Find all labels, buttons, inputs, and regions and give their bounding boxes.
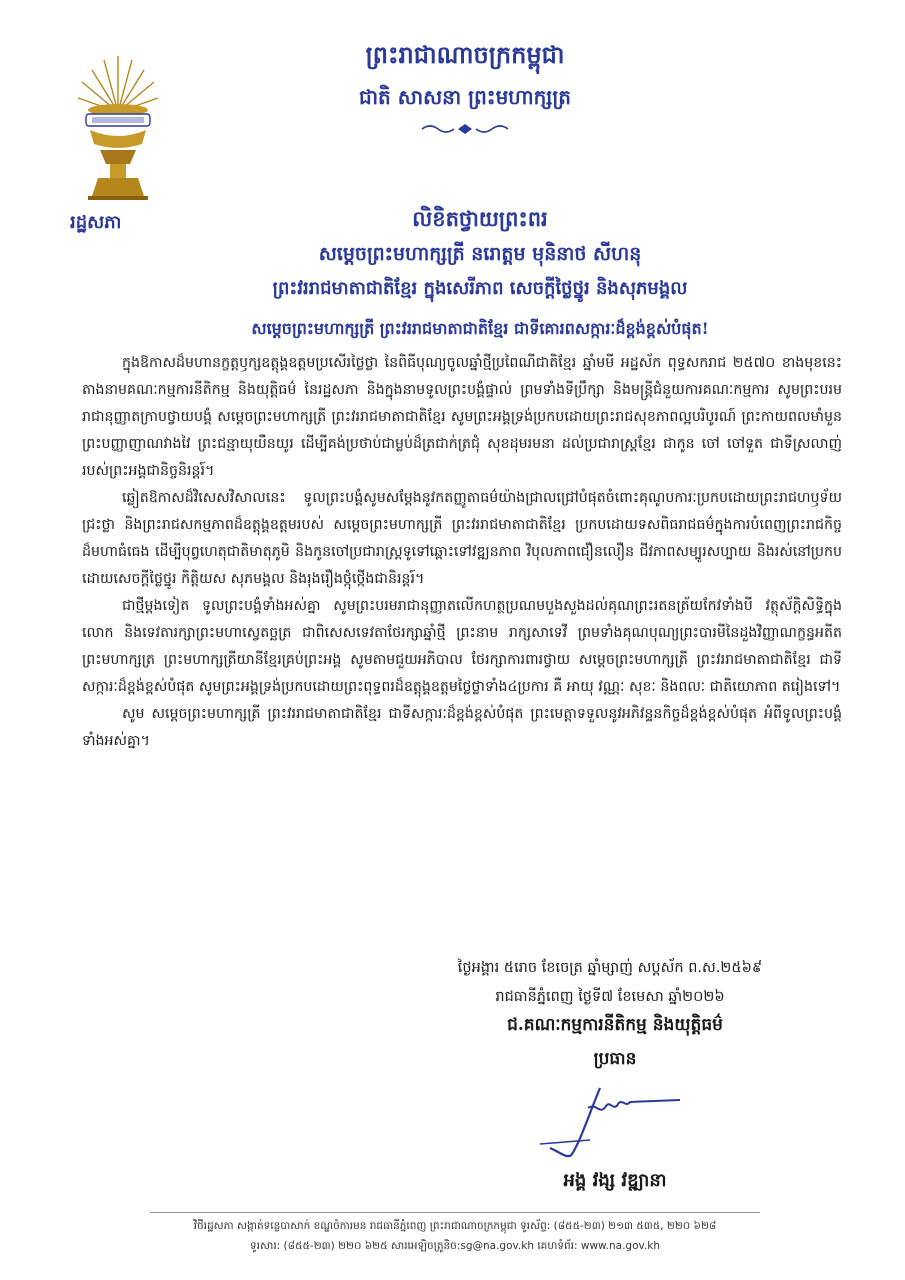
footer-contact: ទូរសារ: (៨៥៥-២៣) ២២០ ៦២៥ សារអេឡិចត្រូនិច:sg@na.gov.kh គេហទំព័រ: www.na.gov.kh xyxy=(250,1240,660,1252)
institution-label: រដ្ឋសភា xyxy=(70,212,122,233)
signer-name: អង្គ វង្ស វឌ្ឍានា xyxy=(563,1170,667,1191)
salutation: សម្តេចព្រះមហាក្សត្រី ព្រះវររាជមាតាជាតិខ្មែរ ជាទីគោរពសក្ការៈដ៏ខ្ពង់ខ្ពស់បំផុត! xyxy=(251,319,709,338)
national-assembly-emblem-icon xyxy=(72,52,164,202)
handwritten-signature xyxy=(530,1082,700,1162)
national-motto: ជាតិ សាសនា ព្រះមហាក្សត្រ xyxy=(359,85,571,109)
tacteing-ornament-icon xyxy=(420,122,510,136)
letter-recipient-title: ព្រះវររាជមាតាជាតិខ្មែរ ក្នុងសេរីភាព សេចក្តីថ្លៃថ្នូរ និងសុភមង្គល xyxy=(272,278,688,299)
letter-title: លិខិតថ្វាយព្រះពរ xyxy=(412,206,548,231)
solar-date: រាជធានីភ្នំពេញ ថ្ងៃទី៧ ខែមេសា ឆ្នាំ២០២៦ xyxy=(495,989,725,1005)
committee-name: ជ.គណៈកម្មការនីតិកម្ម និងយុត្តិធម៌ xyxy=(507,1015,723,1035)
date-block xyxy=(390,954,830,983)
body-paragraph: ក្នុងឱកាសដ៏មហានក្ខត្តឫក្សឧត្តុង្គឧត្តមប្រសើរថ្លៃថ្លា នៃពិធីបុណ្យចូលឆ្នាំថ្មីប្រពៃណីជាតិខ្មែរ ឆ្នាំមមី អដ្ឋស័ក ពុទ្ធសករាជ ២៥៧០ ខាងមុខនេះ តាងនាមគណៈកម្មការនីតិកម្ម និងយុត្តិធម៌ នៃរដ្ឋសភា និងក្នុងនាមទូលព្រះបង្គំផ្ទាល់ ព្រមទាំងទីប្រឹក្សា និងមន្ត្រីជំនួយការគណៈកម្មការ សូមព្រះបរមរាជានុញ្ញាតក្រាបថ្វាយបង្គំ សម្តេចព្រះមហាក្សត្រី ព្រះវររាជមាតាជាតិខ្មែរ សូមព្រះអង្គទ្រង់ប្រកបដោយព្រះរាជសុខភាពល្អបរិបូរណ៍ ព្រះកាយពលមាំមួន ព្រះបញ្ញាញាណវាងវៃ ព្រះជន្មាយុយឺនយូរ ដើម្បីគង់ប្រថាប់ជាម្លប់ដ៏ត្រជាក់ត្រជុំ សុខដុមរមនា ដល់ប្រជារាស្ត្រខ្មែរ ជាកូន ចៅ ចៅទួត ជាទីស្រលាញ់របស់ព្រះអង្គជានិច្ចនិរន្តរ៍។ xyxy=(82,355,842,479)
body-paragraph: ឆ្លៀតឱកាសដ៏វិសេសវិសាលនេះ ទូលព្រះបង្គំសូមសម្តែងនូវកតញ្ញូតាធម៌យ៉ាងជ្រាលជ្រៅបំផុតចំពោះគុណូបការៈប្រកបដោយព្រះរាជហឫទ័យជ្រះថ្លា និងព្រះរាជសកម្មភាពដ៏ឧត្តុង្គឧត្តមរបស់ សម្តេចព្រះមហាក្សត្រី ព្រះវររាជមាតាជាតិខ្មែរ ប្រកបដោយទសពិធរាជធម៌ក្នុងការបំពេញព្រះរាជកិច្ចដ៏មហាធំធេង ដើម្បីបុព្វហេតុជាតិមាតុភូមិ និងកូនចៅប្រជារាស្ត្រទូទៅឆ្ពោះទៅវឌ្ឍនភាព វិបុលភាពជឿនលឿន ជីវភាពសម្បូរសប្បាយ និងរស់នៅប្រកបដោយសេចក្តីថ្លៃថ្នូរ កិត្តិយស សុភមង្គល និងរុងរឿងថ្កុំថ្កើងជានិរន្តរ៍។ xyxy=(82,490,842,587)
body-paragraph: ជាថ្មីម្តងទៀត ទូលព្រះបង្គំទាំងអស់គ្នា សូមព្រះបរមរាជានុញ្ញាតលើកហត្ថប្រណមបួងសួងដល់គុណព្រះរតនត្រ័យកែវទាំងបី វត្ថុស័ក្តិសិទ្ធិក្នុងលោក និងទេវតារក្សាព្រះមហាស្វេតច្ឆត្រ ជាពិសេសទេវតាថែរក្សាឆ្នាំថ្មី ព្រះនាម រាក្សសាទេវី ព្រមទាំងគុណបុណ្យព្រះបារមីនៃដួងវិញ្ញាណក្ខន្ធអតីតព្រះមហាក្សត្រ ព្រះមហាក្សត្រីយានីខ្មែរគ្រប់ព្រះអង្គ សូមតាមជួយអភិបាល ថែរក្សាការពារថ្វាយ សម្តេចព្រះមហាក្សត្រី ព្រះវររាជមាតាជាតិខ្មែរ ជាទីសក្ការៈដ៏ខ្ពង់ខ្ពស់បំផុត សូមព្រះអង្គទ្រង់ប្រកបដោយព្រះពុទ្ធពរដ៏ឧត្តុង្គឧត្តមថ្លៃថ្លាទាំង៤ប្រការ គឺ អាយុ វណ្ណៈ សុខៈ និងពលៈ ជាតិយោភាព តរៀងទៅ។ xyxy=(82,598,842,695)
lunar-date: ថ្ងៃអង្គារ ៥រោច ខែចេត្រ ឆ្នាំម្សាញ់ សប្តស័ក ព.ស.២៥៦៩ xyxy=(457,960,763,976)
footer-address: វិថីរដ្ឋសភា សង្កាត់ទន្លេបាសាក់ ខណ្ឌចំការមន រាជធានីភ្នំពេញ ព្រះរាជាណាចក្រកម្ពុជា ទូរស័ព្ទ: (៨៥៥-២៣) ២១៣ ៥៣៥, ២២០ ៦២៨ xyxy=(193,1220,717,1232)
letter-body xyxy=(82,350,842,755)
body-paragraph: សូម សម្តេចព្រះមហាក្សត្រី ព្រះវររាជមាតាជាតិខ្មែរ ជាទីសក្ការៈដ៏ខ្ពង់ខ្ពស់បំផុត ព្រះមេត្តាទទួលនូវអភិវន្ទនកិច្ចដ៏ខ្ពង់ខ្ពស់បំផុត អំពីទូលព្រះបង្គំទាំងអស់គ្នា។ xyxy=(82,706,842,749)
date-block-2 xyxy=(390,983,830,1012)
footer-divider xyxy=(150,1212,760,1213)
signer-role: ប្រធាន xyxy=(593,1049,637,1069)
letter-recipient: សម្តេចព្រះមហាក្សត្រី នរោត្តម មុនិនាថ សីហនុ xyxy=(318,243,642,265)
kingdom-title: ព្រះរាជាណាចក្រកម្ពុជា xyxy=(365,40,565,69)
